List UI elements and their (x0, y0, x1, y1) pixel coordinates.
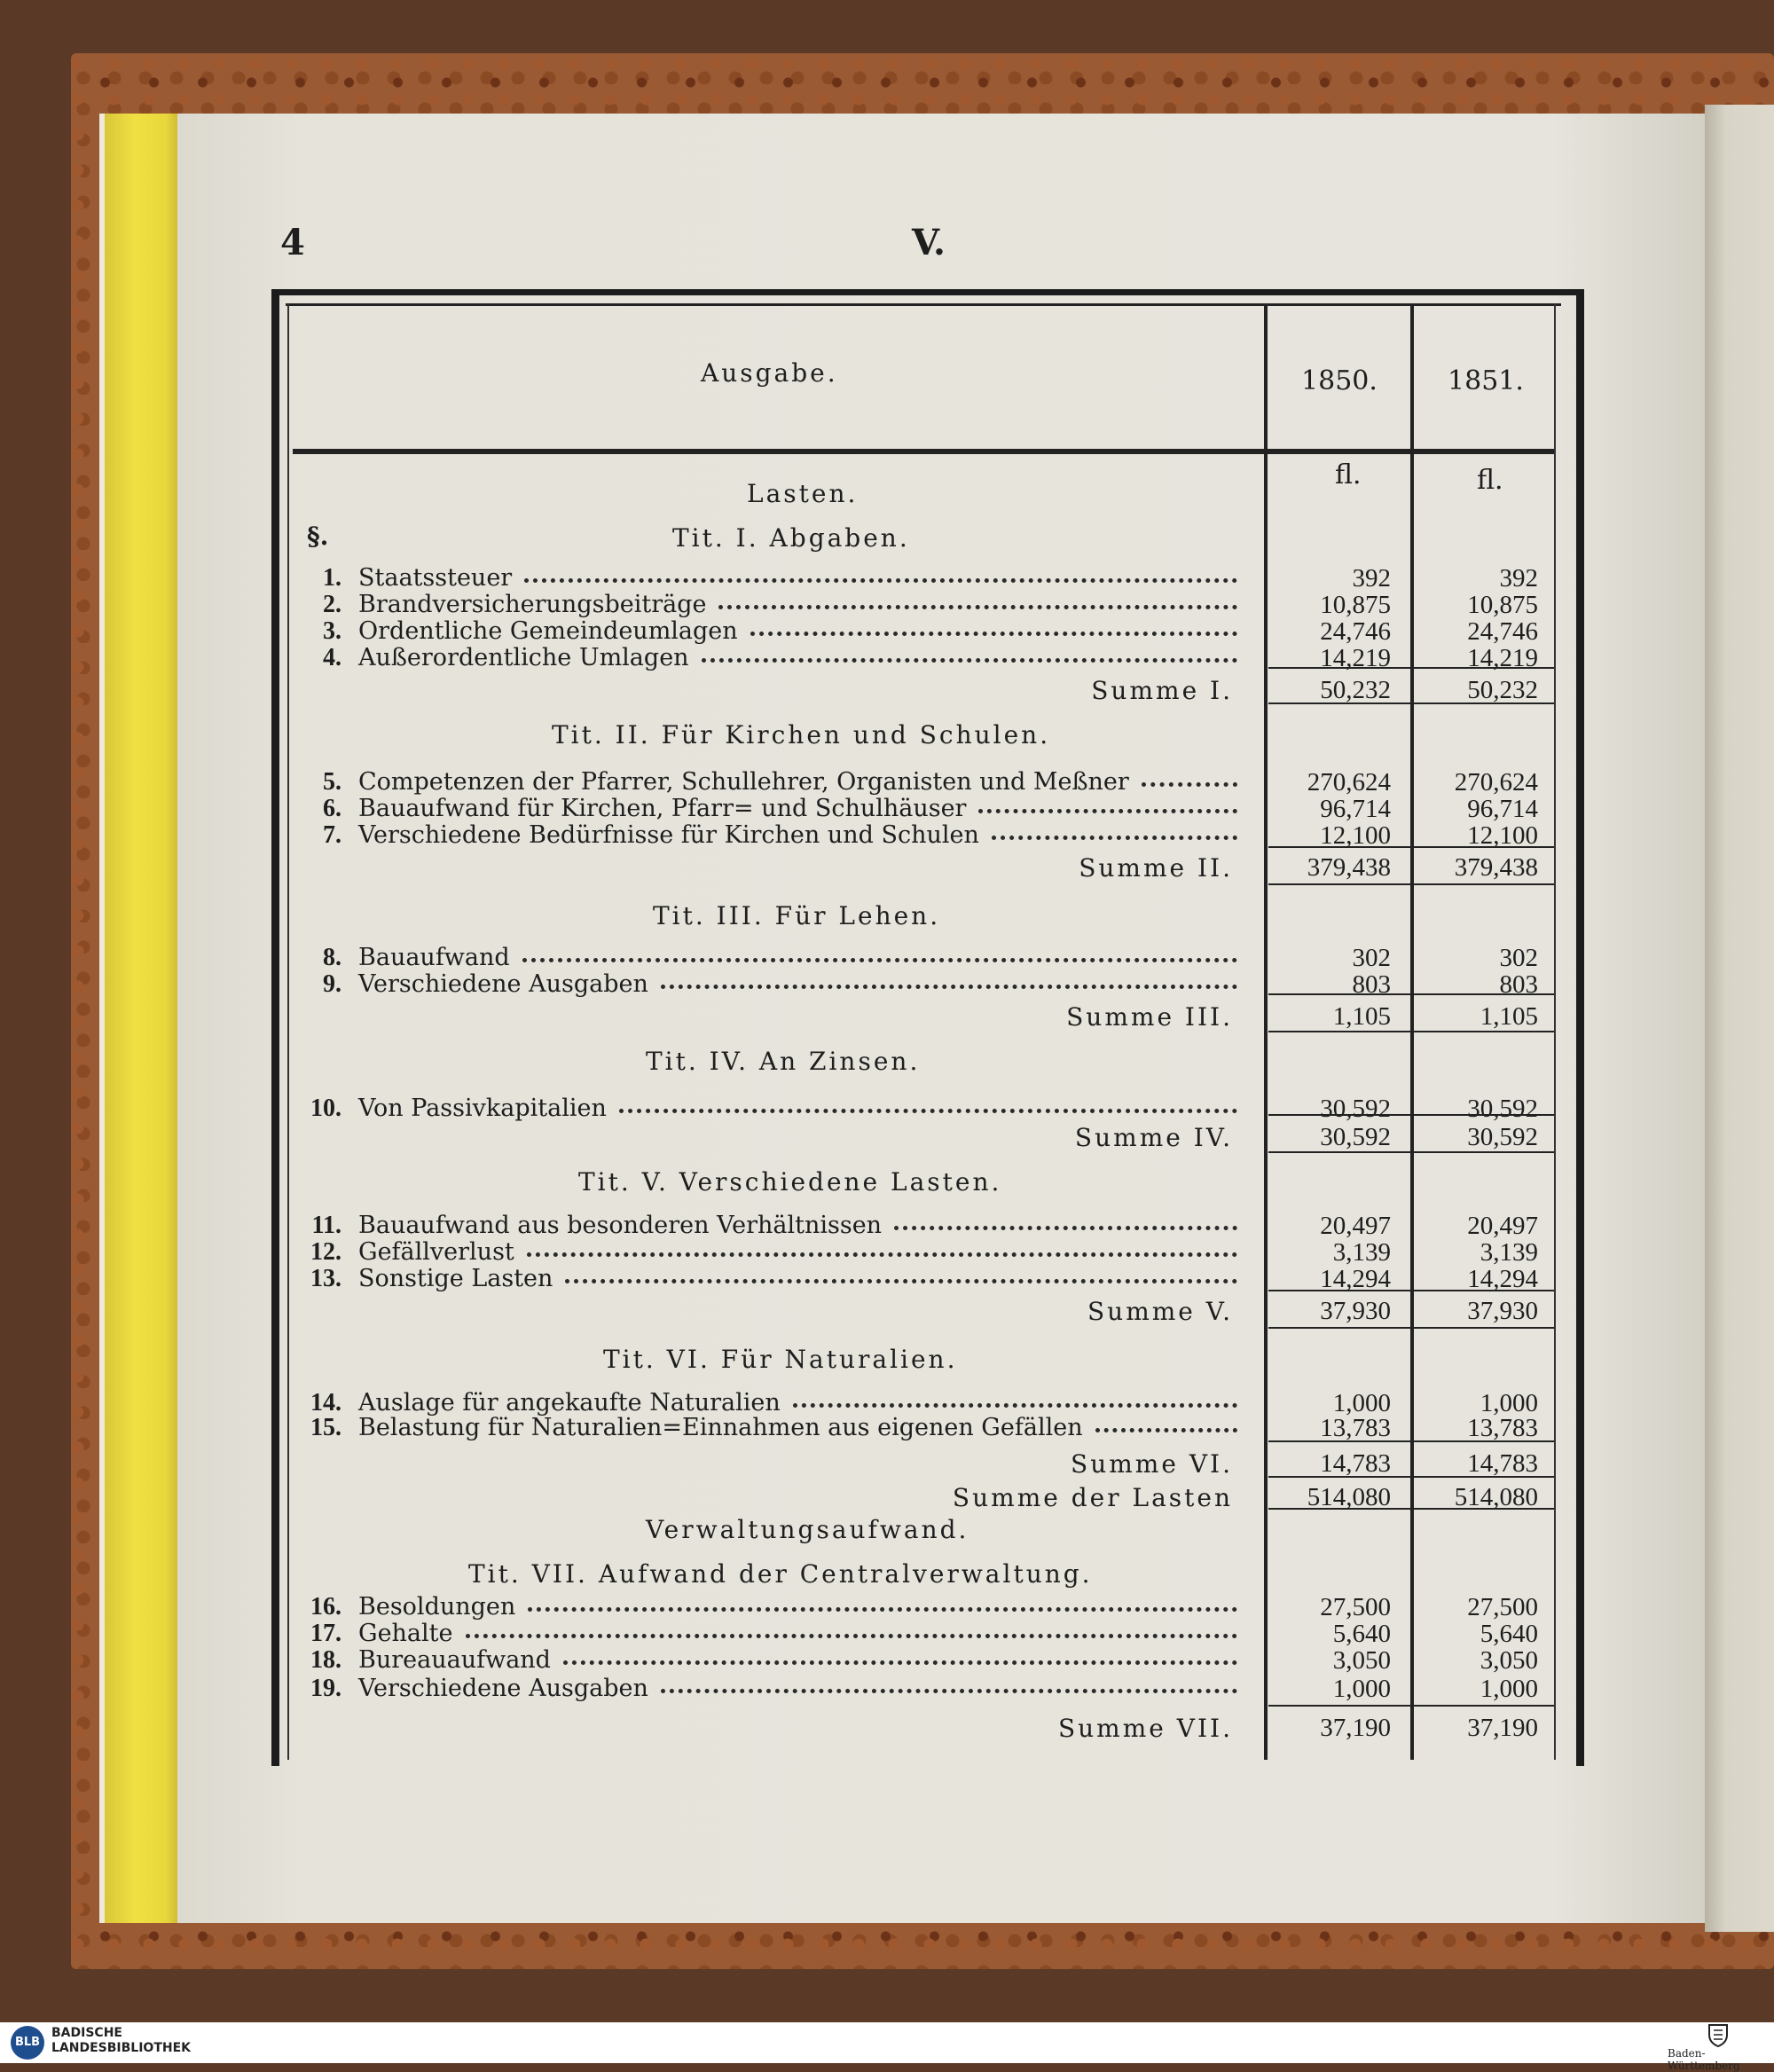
item-label: Bauaufwand aus besonderen Verhältnissen (358, 1212, 883, 1239)
title-heading: Tit. VI. Für Naturalien. (603, 1345, 958, 1374)
sum-rule-1850 (1268, 1440, 1412, 1442)
item-label: Gehalte (358, 1620, 453, 1647)
sum-rule-1850 (1268, 993, 1412, 995)
item-label: Brandversicherungsbeiträge (358, 591, 707, 618)
value-1851: 3,139 (1480, 1238, 1538, 1267)
leader-dots (894, 1226, 1237, 1230)
state-name: Baden-Württemberg (1668, 2047, 1740, 2072)
sum-rule-1851 (1414, 1290, 1554, 1291)
item-number: 11. (311, 1212, 341, 1239)
value-1851: 302 (1499, 944, 1538, 972)
value-1851: 1,000 (1480, 1675, 1538, 1703)
item-number: 18. (310, 1646, 341, 1674)
value-1850: 392 (1352, 564, 1391, 593)
title-heading: Tit. VII. Aufwand der Centralverwaltung. (468, 1559, 1093, 1589)
column-header-1850: 1850. (1301, 365, 1378, 396)
sum-1850: 37,930 (1320, 1297, 1391, 1325)
value-1850: 30,592 (1320, 1095, 1391, 1123)
item-number: 9. (323, 970, 341, 998)
item-label: Verschiedene Ausgaben (358, 970, 648, 998)
sum-1851: 37,930 (1467, 1297, 1538, 1325)
sum-rule-1850 (1268, 1508, 1412, 1510)
group-heading: Verwaltungsaufwand. (646, 1515, 969, 1544)
item-number: 2. (323, 591, 341, 618)
item-number: 13. (310, 1265, 341, 1292)
sum-1851: 379,438 (1454, 853, 1538, 882)
sum-rule-1851 (1414, 1031, 1554, 1032)
value-1851: 1,000 (1480, 1389, 1538, 1417)
item-number: 19. (310, 1675, 341, 1702)
item-label: Außerordentliche Umlagen (358, 644, 689, 671)
sum-1850: 379,438 (1307, 853, 1391, 882)
item-label: Bureauaufwand (358, 1646, 551, 1674)
item-label: Gefällverlust (358, 1238, 514, 1266)
table-inner-left-rule (287, 303, 289, 1760)
value-1851: 24,746 (1467, 617, 1538, 646)
title-heading: Tit. V. Verschiedene Lasten. (578, 1167, 1002, 1197)
sum-rule-1850 (1268, 1290, 1412, 1291)
sum-1850: 50,232 (1320, 676, 1391, 704)
item-number: 4. (323, 644, 341, 671)
value-1850: 1,000 (1332, 1675, 1391, 1703)
leader-dots (563, 1660, 1237, 1665)
leader-dots (619, 1109, 1237, 1113)
item-number: 7. (323, 821, 341, 849)
sum-rule-1850 (1268, 1031, 1412, 1032)
sum-rule-1851 (1414, 667, 1554, 669)
sum-1851: 1,105 (1480, 1002, 1538, 1031)
sum-label: Summe I. (1091, 676, 1233, 705)
sum-rule-1851 (1414, 846, 1554, 848)
table-title: Ausgabe. (701, 358, 838, 388)
sum-rule-1851 (1414, 1440, 1554, 1442)
sum-rule-1850 (1268, 702, 1412, 704)
sum-label: Summe IV. (1074, 1123, 1233, 1152)
value-1850: 10,875 (1320, 591, 1391, 619)
state-crest-icon (1707, 2022, 1730, 2047)
sum-label: Summe der Lasten (952, 1483, 1233, 1512)
leader-dots (528, 1607, 1237, 1612)
item-number: 8. (323, 944, 341, 971)
item-label: Belastung für Naturalien=Einnahmen aus eigenen Gefällen (358, 1414, 1083, 1441)
sum-rule-1851 (1414, 993, 1554, 995)
value-1851: 270,624 (1454, 768, 1538, 797)
currency-unit-1850: fl. (1335, 459, 1362, 491)
sum-1851: 50,232 (1467, 676, 1538, 704)
item-label: Auslage für angekaufte Naturalien (358, 1389, 781, 1417)
leader-dots (793, 1403, 1237, 1408)
item-number: 5. (323, 768, 341, 796)
sum-label: Summe VII. (1057, 1714, 1233, 1743)
value-1851: 5,640 (1480, 1620, 1538, 1648)
sum-label: Summe V. (1087, 1297, 1233, 1326)
library-logo: BLB (11, 2026, 44, 2060)
section-mark: V. (912, 222, 946, 263)
sum-1850: 14,783 (1320, 1449, 1391, 1478)
item-label: Competenzen der Pfarrer, Schullehrer, Organisten und Meßner (358, 768, 1129, 796)
leader-dots (466, 1634, 1237, 1638)
library-name-line1: BADISCHE (51, 2026, 122, 2040)
sum-label: Summe II. (1079, 853, 1233, 883)
sum-1850: 30,592 (1320, 1123, 1391, 1151)
sum-rule-1851 (1414, 702, 1554, 704)
sum-rule-1851 (1414, 1705, 1554, 1707)
item-number: 1. (323, 564, 341, 592)
value-1851: 10,875 (1467, 591, 1538, 619)
leader-dots (750, 632, 1237, 636)
sum-1851: 30,592 (1467, 1123, 1538, 1151)
item-label: Verschiedene Ausgaben (358, 1675, 648, 1702)
sum-rule-1850 (1268, 1705, 1412, 1707)
title-heading: Tit. I. Abgaben. (672, 523, 910, 553)
sum-rule-1851 (1414, 1327, 1554, 1329)
value-1850: 3,050 (1332, 1646, 1391, 1675)
value-1851: 803 (1499, 970, 1538, 999)
value-1851: 30,592 (1467, 1095, 1538, 1123)
sum-1850: 1,105 (1332, 1002, 1391, 1031)
value-1851: 96,714 (1467, 795, 1538, 823)
item-label: Bauaufwand für Kirchen, Pfarr= und Schulhäuser (358, 795, 967, 822)
facing-page-edge (1705, 105, 1774, 1932)
leader-dots (1142, 782, 1237, 787)
value-1850: 96,714 (1320, 795, 1391, 823)
value-1851: 392 (1499, 564, 1538, 593)
sum-rule-1850 (1268, 667, 1412, 669)
value-1851: 13,783 (1467, 1414, 1538, 1442)
sum-1850: 514,080 (1307, 1483, 1391, 1511)
item-number: 15. (310, 1414, 341, 1441)
value-1850: 803 (1352, 970, 1391, 999)
column-header-1851: 1851. (1448, 365, 1524, 396)
sum-label: Summe III. (1066, 1002, 1233, 1032)
sum-rule-1851 (1414, 883, 1554, 885)
value-1850: 14,294 (1320, 1265, 1391, 1293)
item-number: 12. (310, 1238, 341, 1266)
item-number: 6. (323, 795, 341, 822)
sum-rule-1850 (1268, 1476, 1412, 1478)
sum-rule-1850 (1268, 1151, 1412, 1153)
value-1850: 24,746 (1320, 617, 1391, 646)
leader-dots (702, 658, 1237, 663)
leader-dots (522, 958, 1237, 962)
item-label: Verschiedene Bedürfnisse für Kirchen und Schulen (358, 821, 979, 849)
footer-bar (0, 2022, 1774, 2063)
value-1851: 20,497 (1467, 1212, 1538, 1240)
sum-rule-1851 (1414, 1476, 1554, 1478)
item-number: 17. (310, 1620, 341, 1647)
value-1850: 3,139 (1332, 1238, 1391, 1267)
page-edge-yellow (105, 114, 181, 1923)
value-1850: 20,497 (1320, 1212, 1391, 1240)
title-heading: Tit. II. Für Kirchen und Schulen. (552, 720, 1051, 750)
sum-rule-1851 (1414, 1151, 1554, 1153)
sum-1851: 37,190 (1467, 1714, 1538, 1742)
leader-dots (661, 985, 1237, 989)
item-label: Besoldungen (358, 1593, 516, 1621)
sum-1851: 514,080 (1454, 1483, 1538, 1511)
value-1850: 302 (1352, 944, 1391, 972)
leader-dots (661, 1689, 1237, 1693)
leader-dots (565, 1279, 1237, 1283)
value-1851: 14,294 (1467, 1265, 1538, 1293)
sum-label: Summe VI. (1071, 1449, 1233, 1479)
table-inner-top-rule (286, 303, 1561, 306)
header-rule (293, 449, 1554, 454)
value-1850: 12,100 (1320, 821, 1391, 850)
item-label: Bauaufwand (358, 944, 510, 971)
value-1850: 5,640 (1332, 1620, 1391, 1648)
item-number: 16. (310, 1593, 341, 1621)
leader-dots (1095, 1428, 1237, 1432)
value-1851: 12,100 (1467, 821, 1538, 850)
item-label: Staatssteuer (358, 564, 513, 592)
item-label: Ordentliche Gemeindeumlagen (358, 617, 738, 645)
value-1851: 3,050 (1480, 1646, 1538, 1675)
item-number: 14. (310, 1389, 341, 1417)
value-1851: 27,500 (1467, 1593, 1538, 1621)
sum-rule-1850 (1268, 883, 1412, 885)
table-inner-right-rule (1554, 303, 1556, 1760)
value-1851: 14,219 (1467, 644, 1538, 672)
page-number: 4 (280, 222, 305, 263)
sum-rule-1850 (1268, 846, 1412, 848)
item-number: 10. (310, 1095, 341, 1122)
value-1850: 270,624 (1307, 768, 1391, 797)
paragraph-sign: §. (307, 522, 329, 551)
value-1850: 14,219 (1320, 644, 1391, 672)
column-rule-1851 (1410, 305, 1414, 1760)
value-1850: 27,500 (1320, 1593, 1391, 1621)
sum-1851: 14,783 (1467, 1449, 1538, 1478)
title-heading: Tit. IV. An Zinsen. (646, 1047, 921, 1076)
sum-rule-1850 (1268, 1327, 1412, 1329)
group-heading: Lasten. (747, 479, 859, 508)
value-1850: 1,000 (1332, 1389, 1391, 1417)
currency-unit-1851: fl. (1477, 465, 1503, 496)
title-heading: Tit. III. Für Lehen. (653, 901, 941, 930)
item-number: 3. (323, 617, 341, 645)
item-label: Sonstige Lasten (358, 1265, 553, 1292)
leader-dots (718, 605, 1237, 609)
column-rule-1850 (1264, 305, 1268, 1760)
sum-rule-1851 (1414, 1508, 1554, 1510)
leader-dots (992, 836, 1237, 840)
leader-dots (527, 1252, 1237, 1257)
sum-rule-1851 (1414, 1114, 1554, 1116)
leader-dots (978, 809, 1237, 813)
sum-1850: 37,190 (1320, 1714, 1391, 1742)
leader-dots (524, 578, 1237, 583)
value-1850: 13,783 (1320, 1414, 1391, 1442)
item-label: Von Passivkapitalien (358, 1095, 607, 1122)
library-name (51, 2026, 191, 2056)
library-name-line2: LANDESBIBLIOTHEK (51, 2041, 192, 2055)
sum-rule-1850 (1268, 1114, 1412, 1116)
